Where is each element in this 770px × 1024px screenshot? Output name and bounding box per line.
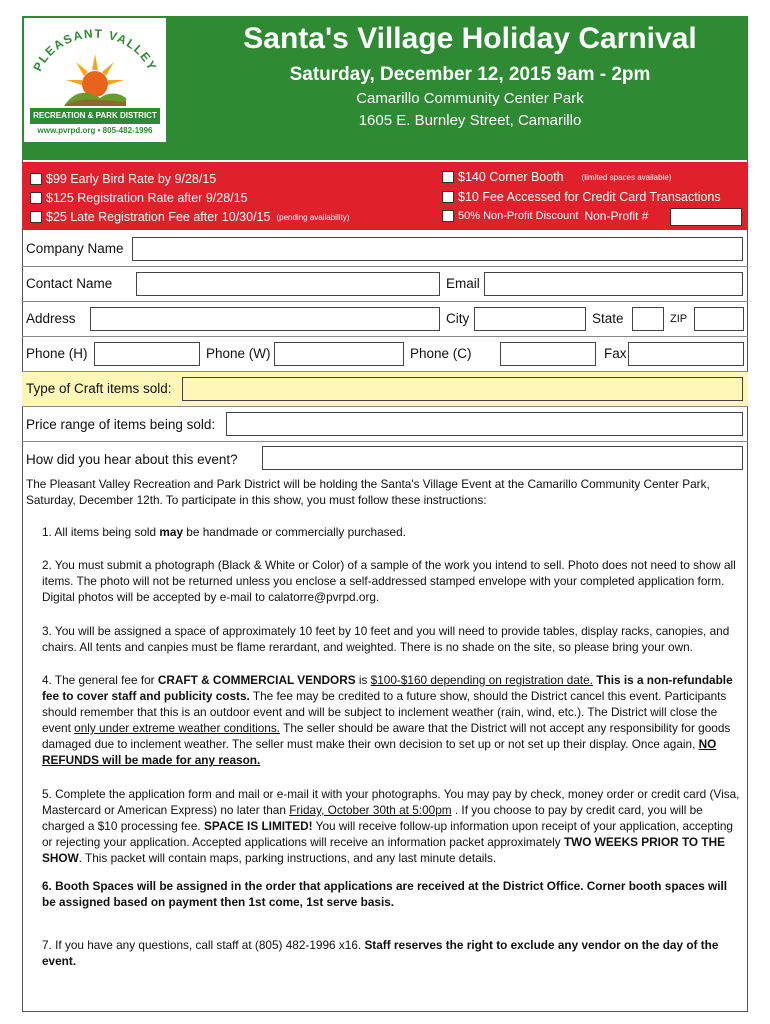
credit-card-checkbox[interactable]	[442, 191, 454, 203]
row-craft-type	[22, 372, 748, 407]
contact-name-field[interactable]	[136, 272, 440, 296]
instruction-7	[42, 937, 744, 969]
state-field[interactable]	[632, 307, 664, 331]
instruction-4-b: CRAFT & COMMERCIAL VENDORS	[157, 673, 356, 687]
phone-work-field[interactable]	[274, 342, 404, 366]
row-company	[22, 232, 748, 267]
contact-label: Contact Name	[26, 276, 113, 291]
late-registration-checkbox[interactable]	[30, 211, 42, 223]
logo-web-phone: www.pvrpd.org • 805-482-1996	[37, 126, 153, 135]
instruction-4-h: The seller should be aware that the District will not accept any responsibility for goods damaged due to inclement weather. The seller must make their own decision to set up or not set up their display. Once again,	[42, 721, 731, 751]
logo-bar-text: RECREATION & PARK DISTRICT	[30, 108, 160, 124]
address-field[interactable]	[90, 307, 440, 331]
instruction-5-a: 5. Complete the application form and mail or e-mail it with your photographs. You may pay by check, money order or credit card (Visa, Mastercard or American Express) no later than	[42, 787, 740, 817]
instruction-4-a: 4. The general fee for	[42, 673, 158, 687]
craft-type-field[interactable]	[182, 377, 743, 401]
event-address: 1605 E. Burnley Street, Camarillo	[358, 112, 582, 129]
instruction-5-f: TWO WEEKS PRIOR TO THE SHOW	[42, 835, 725, 865]
phone-cell-field[interactable]	[500, 342, 596, 366]
instruction-1-c: be handmade or commercially purchased.	[183, 525, 406, 539]
fee-late	[30, 210, 349, 224]
corner-booth-checkbox[interactable]	[442, 171, 454, 183]
fee-corner-label: $140 Corner Booth	[458, 170, 564, 184]
instruction-4-f: The fee may be credited to a future show, should the District cancel this event. Participants should remember that this is an outdoor event and will be subject to inclement weather (rain, wind, etc.). The District will close the event	[42, 689, 727, 735]
fee-credit	[442, 190, 721, 204]
price-range-label: Price range of items being sold:	[26, 417, 216, 432]
fee-corner	[442, 170, 671, 184]
how-heard-field[interactable]	[262, 446, 743, 470]
event-venue: Camarillo Community Center Park	[356, 90, 584, 107]
row-address	[22, 302, 748, 337]
instruction-4-e: This is a non-refundable fee to cover staff and publicity costs.	[42, 673, 733, 703]
fee-corner-note: (limited spaces available)	[581, 172, 672, 182]
instruction-5-b: Friday, October 30th at 5:00pm	[289, 803, 452, 817]
row-phone	[22, 337, 748, 372]
zip-label: ZIP	[670, 313, 688, 325]
instruction-5-e: You will receive follow-up information upon receipt of your application, accepting or rejecting your application. Accepted applications will receive an information packet approximately	[42, 819, 733, 849]
instruction-5-g: . This packet will contain maps, parking instructions, and any last minute details.	[78, 851, 497, 865]
district-logo	[24, 18, 166, 142]
nonprofit-checkbox[interactable]	[442, 210, 454, 222]
fee-early-bird	[30, 172, 216, 186]
company-label: Company Name	[26, 241, 124, 256]
fee-late-note: (pending availability)	[276, 212, 350, 222]
instruction-2: 2. You must submit a photograph (Black & White or Color) of a sample of the work you intend to sell. Photo does not need to show all items. The photo will not be returned unless you enclose a self-addressed stamped envelope with your completed application form. Digital photos will be accepted by e-mail to calatorre@pvrpd.org.	[42, 558, 736, 604]
email-label: Email	[446, 276, 480, 291]
nonprofit-number-label: Non-Profit #	[584, 209, 649, 223]
instruction-6: 6. Booth Spaces will be assigned in the order that applications are received at the District Office. Corner booth spaces will be assigned based on payment then 1st come, 1st serve basis.	[42, 879, 728, 909]
email-field[interactable]	[484, 272, 743, 296]
early-bird-checkbox[interactable]	[30, 173, 42, 185]
svg-text:PLEASANT VALLEY: PLEASANT VALLEY	[30, 26, 160, 74]
instruction-4-g: only under extreme weather conditions.	[74, 721, 281, 735]
phone-work-label: Phone (W)	[206, 346, 271, 361]
event-title: Santa's Village Holiday Carnival	[243, 22, 697, 55]
phone-home-field[interactable]	[94, 342, 200, 366]
fee-credit-label: $10 Fee Accessed for Credit Card Transactions	[458, 190, 721, 204]
state-label: State	[592, 311, 624, 326]
instruction-5-d: SPACE IS LIMITED!	[204, 819, 313, 833]
row-how-heard	[22, 442, 748, 477]
fee-early-bird-label: $99 Early Bird Rate by 9/28/15	[46, 172, 217, 186]
price-range-field[interactable]	[226, 412, 743, 436]
instruction-4-d: $100-$160 depending on registration date.	[370, 673, 594, 687]
fee-nonprofit	[442, 209, 648, 223]
city-label: City	[446, 311, 470, 326]
instruction-4-i: NO REFUNDS will be made for any reason.	[42, 737, 717, 767]
instruction-3: 3. You will be assigned a space of approximately 10 feet by 10 feet and you will need to provide tables, display racks, canopies, and chairs. All tents and canpies must be flame rerardant, and weighted. There is no shade on the site, so please bring your own.	[42, 624, 730, 654]
instruction-4-c: is	[355, 673, 371, 687]
fee-nonprofit-label: 50% Non-Profit Discount	[458, 210, 579, 222]
instruction-4	[42, 672, 744, 768]
instruction-1	[42, 524, 744, 540]
city-field[interactable]	[474, 307, 586, 331]
instruction-5	[42, 786, 744, 866]
phone-cell-label: Phone (C)	[410, 346, 472, 361]
row-contact	[22, 267, 748, 302]
instruction-1-a: 1. All items being sold	[42, 525, 160, 539]
instructions-intro: The Pleasant Valley Recreation and Park District will be holding the Santa's Village Event at the Camarillo Community Center Park, Saturday, December 12th. To participate in this show, you must follow these instructions:	[26, 477, 710, 507]
how-heard-label: How did you hear about this event?	[26, 452, 238, 467]
row-price-range	[22, 407, 748, 442]
fax-field[interactable]	[628, 342, 744, 366]
craft-type-label: Type of Craft items sold:	[26, 381, 172, 396]
company-name-field[interactable]	[132, 237, 743, 261]
address-label: Address	[26, 311, 76, 326]
registration-checkbox[interactable]	[30, 192, 42, 204]
sun-icon	[64, 52, 126, 106]
fee-registration	[30, 191, 248, 205]
event-date: Saturday, December 12, 2015 9am - 2pm	[289, 64, 651, 85]
phone-home-label: Phone (H)	[26, 346, 88, 361]
instruction-7-b: Staff reserves the right to exclude any vendor on the day of the event.	[42, 938, 719, 968]
instruction-7-a: 7. If you have any questions, call staff at (805) 482-1996 x16.	[42, 938, 365, 952]
nonprofit-number-field[interactable]	[670, 208, 742, 226]
fee-registration-label: $125 Registration Rate after 9/28/15	[46, 191, 248, 205]
instruction-1-b: may	[159, 525, 184, 539]
fax-label: Fax	[604, 346, 627, 361]
zip-field[interactable]	[694, 307, 744, 331]
instruction-5-c: . If you choose to pay by credit card, you will be charged a $10 processing fee.	[42, 803, 703, 833]
application-title: Craft & Commercial Vendor Application	[265, 132, 695, 158]
fee-late-label: $25 Late Registration Fee after 10/30/15	[46, 210, 271, 224]
